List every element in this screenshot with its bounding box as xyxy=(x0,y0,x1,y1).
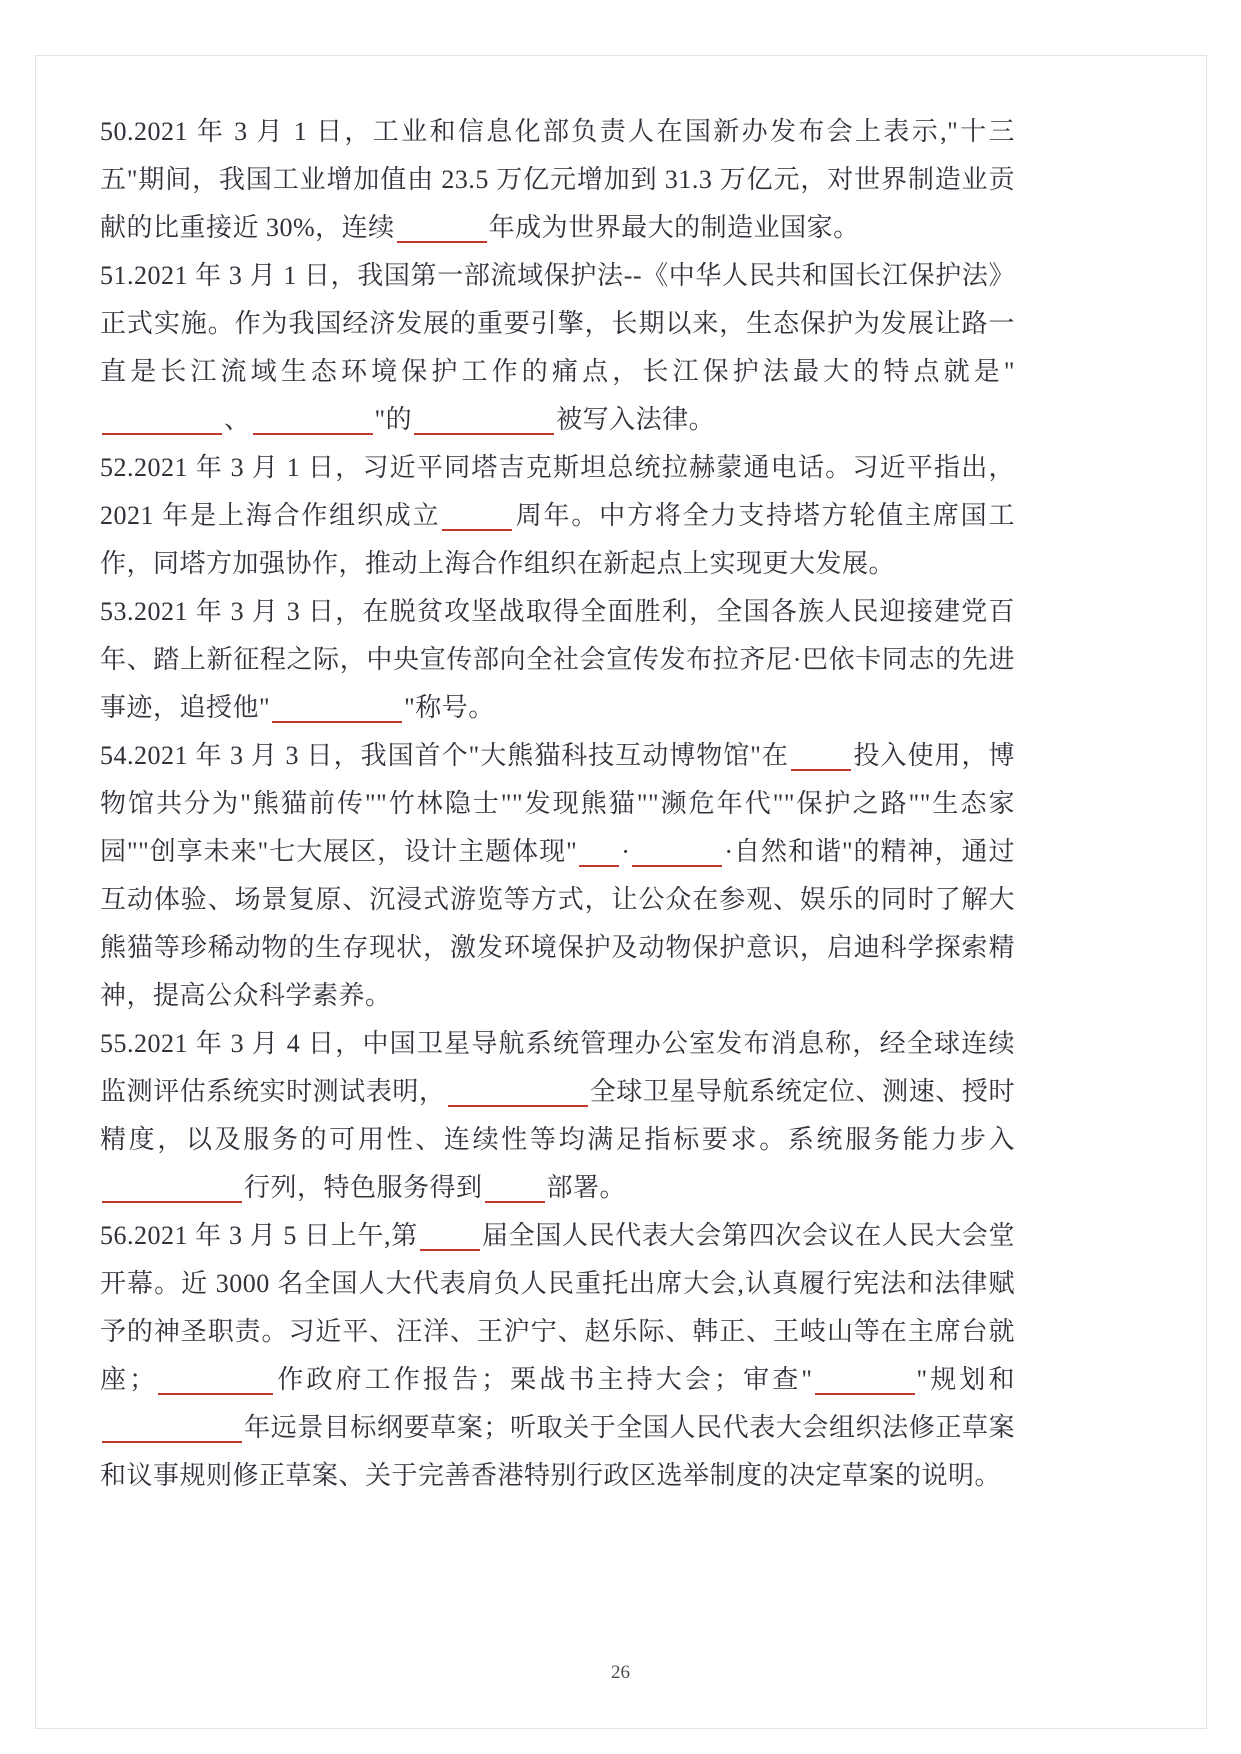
question-text: "规划和 xyxy=(916,1365,1015,1394)
question-text: 51.2021 年 3 月 1 日，我国第一部流域保护法--《中华人民共和国长江保护法》正式实施。作为我国经济发展的重要引擎，长期以来，生态保护为发展让路一直是长江流域生态环境保护工作的痛点，长江保护法最大的特点就是" xyxy=(100,261,1015,386)
answer-blank[interactable] xyxy=(632,841,722,867)
question-text: 52.2021 年 3 月 1 日，习近平同塔吉克斯坦总统拉赫蒙通电话。习近平指出，2021 年是上海合作组织成立 xyxy=(100,453,1015,530)
question-text: 55.2021 年 3 月 4 日，中国卫星导航系统管理办公室发布消息称，经全球连续监测评估系统实时测试表明， xyxy=(100,1029,1015,1106)
question-text: 投入使用，博物馆共分为"熊猫前传""竹林隐士""发现熊猫""濒危年代""保护之路""生态家园""创享未来"七大展区，设计主题体现" xyxy=(100,741,1015,866)
answer-blank[interactable] xyxy=(102,1417,242,1443)
question-text: 被写入法律。 xyxy=(556,405,716,434)
question-55 xyxy=(100,1020,1015,1212)
question-text: 全球卫星导航系统定位、测速、授时精度，以及服务的可用性、连续性等均满足指标要求。系统服务能力步入 xyxy=(100,1077,1015,1154)
page-number xyxy=(0,1662,1241,1684)
question-50 xyxy=(100,108,1015,252)
answer-blank[interactable] xyxy=(485,1177,545,1203)
answer-blank[interactable] xyxy=(414,409,554,435)
answer-blank[interactable] xyxy=(442,505,512,531)
question-text: 56.2021 年 3 月 5 日上午,第 xyxy=(100,1221,418,1250)
answer-blank[interactable] xyxy=(102,409,222,435)
answer-blank[interactable] xyxy=(158,1369,273,1395)
question-text: 作政府工作报告；栗战书主持大会；审查" xyxy=(274,1365,813,1394)
answer-blank[interactable] xyxy=(397,217,487,243)
question-51 xyxy=(100,252,1015,444)
question-text: 54.2021 年 3 月 3 日，我国首个"大熊猫科技互动博物馆"在 xyxy=(100,741,789,770)
question-53 xyxy=(100,588,1015,732)
question-text: "的 xyxy=(374,405,413,434)
answer-blank[interactable] xyxy=(420,1225,480,1251)
answer-blank[interactable] xyxy=(791,745,851,771)
question-text: 届全国人民代表大会第四次会议在人民大会堂开幕。近 3000 名全国人大代表肩负人民重托出席大会,认真履行宪法和法律赋予的神圣职责。习近平、汪洋、王沪宁、赵乐际、韩正、王岐山等在主席台就座； xyxy=(100,1221,1015,1394)
question-text: · xyxy=(621,837,631,866)
question-text: 年成为世界最大的制造业国家。 xyxy=(488,213,860,242)
question-text: "称号。 xyxy=(404,693,495,722)
question-text: 周年。中方将全力支持塔方轮值主席国工作，同塔方加强协作，推动上海合作组织在新起点上实现更大发展。 xyxy=(100,501,1015,578)
question-text: 、 xyxy=(224,405,251,434)
answer-blank[interactable] xyxy=(579,841,619,867)
question-56 xyxy=(100,1212,1015,1500)
answer-blank[interactable] xyxy=(253,409,373,435)
question-54 xyxy=(100,732,1015,1020)
answer-blank[interactable] xyxy=(448,1081,588,1107)
question-text: 53.2021 年 3 月 3 日，在脱贫攻坚战取得全面胜利，全国各族人民迎接建党百年、踏上新征程之际，中央宣传部向全社会宣传发布拉齐尼·巴依卡同志的先进事迹，追授他" xyxy=(100,597,1015,722)
answer-blank[interactable] xyxy=(272,697,402,723)
question-52 xyxy=(100,444,1015,588)
question-text: 50.2021 年 3 月 1 日，工业和信息化部负责人在国新办发布会上表示,"十三五"期间，我国工业增加值由 23.5 万亿元增加到 31.3 万亿元，对世界制造业贡献的比重接近 30%，连续 xyxy=(100,117,1015,242)
question-text: 行列，特色服务得到 xyxy=(244,1173,483,1202)
answer-blank[interactable] xyxy=(815,1369,915,1395)
question-text: 部署。 xyxy=(546,1173,627,1202)
question-text: 年远景目标纲要草案；听取关于全国人民代表大会组织法修正草案和议事规则修正草案、关于完善香港特别行政区选举制度的决定草案的说明。 xyxy=(100,1413,1015,1490)
question-text: ·自然和谐"的精神，通过互动体验、场景复原、沉浸式游览等方式，让公众在参观、娱乐的同时了解大熊猫等珍稀动物的生存现状，激发环境保护及动物保护意识，启迪科学探索精神，提高公众科学素养。 xyxy=(100,837,1015,1010)
page-number-value: 26 xyxy=(611,1662,630,1683)
answer-blank[interactable] xyxy=(102,1177,242,1203)
questions-container xyxy=(100,108,1015,1500)
